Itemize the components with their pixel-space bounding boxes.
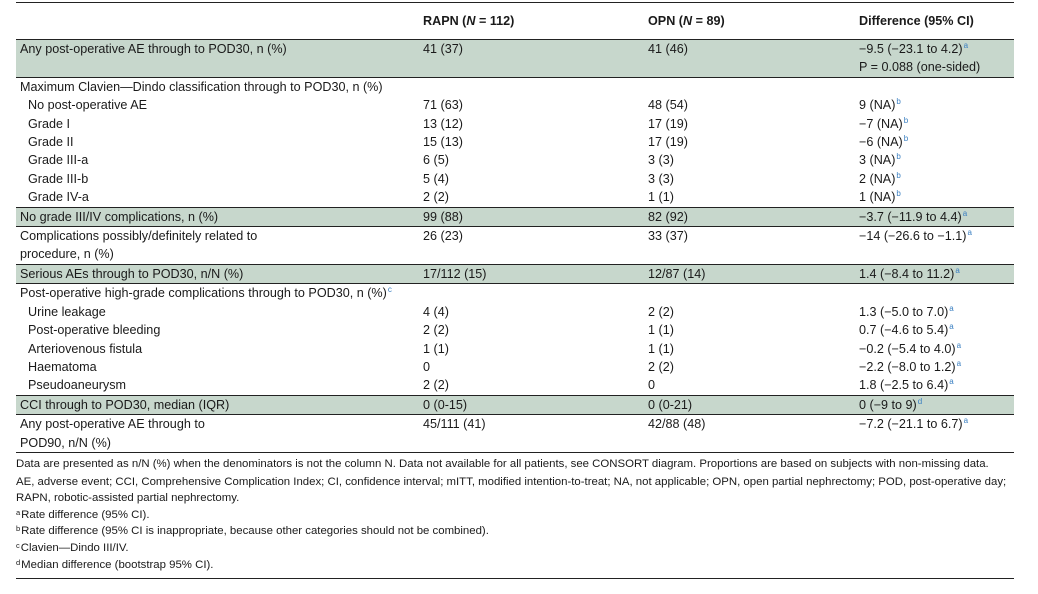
footnote-b	[16, 523, 1014, 540]
row-label-text: Post-operative high-grade complications through to POD30, n (%)	[20, 286, 387, 301]
row-label-text: Maximum Clavien—Dindo classification through to POD30, n (%)	[20, 79, 383, 94]
row-label	[16, 376, 419, 395]
footnote-d-text: Median difference (bootstrap 95% CI).	[21, 558, 214, 571]
p-value: P = 0.088 (one-sided)	[859, 60, 981, 75]
cell-difference	[855, 303, 1014, 321]
difference-value: 1.8 (−2.5 to 6.4)	[859, 378, 949, 393]
cell-opn	[644, 77, 855, 96]
cell-difference	[855, 358, 1014, 376]
row-label-text: Pseudoaneurysm	[28, 378, 127, 393]
cell-difference	[855, 395, 1014, 414]
cell-opn: 0	[648, 378, 656, 393]
cell-opn: 3 (3)	[648, 153, 674, 168]
footnote-b-marker: b	[16, 524, 21, 534]
footnote-marker: c	[387, 285, 392, 295]
difference-value: −9.5 (−23.1 to 4.2)	[859, 42, 963, 56]
row-label	[16, 395, 419, 414]
footnote-c	[16, 540, 1014, 557]
table-row	[16, 264, 1014, 283]
cell-rapn	[419, 77, 644, 96]
table-row	[16, 207, 1014, 226]
footnote-marker: a	[967, 228, 972, 238]
row-label	[16, 264, 419, 283]
cell-difference	[855, 115, 1014, 133]
note-data-presentation: Data are presented as n/N (%) when the denominators is not the column N. Data not available for all patients, see CONSORT diagram. Proportions are based on subjects with non-missing data.	[16, 457, 989, 470]
cell-opn: 12/87 (14)	[644, 264, 855, 283]
cell-difference	[855, 40, 1014, 78]
row-label	[16, 321, 419, 339]
difference-value: 2 (NA)	[859, 171, 896, 186]
row-label-text: Complications possibly/definitely related to	[20, 229, 258, 244]
row-label	[16, 77, 419, 96]
table-row	[16, 151, 1014, 169]
footnote-a-text: Rate difference (95% CI).	[21, 508, 150, 521]
cell-difference	[855, 264, 1014, 283]
results-table-container	[16, 2, 1014, 579]
table-row	[16, 321, 1014, 339]
footnote-c-text: Clavien—Dindo III/IV.	[20, 541, 129, 554]
difference-value: 1.3 (−5.0 to 7.0)	[859, 304, 949, 319]
cell-opn	[644, 284, 855, 303]
row-label-text: Serious AEs through to POD30, n/N (%)	[20, 266, 244, 281]
row-label	[16, 115, 419, 133]
row-label-text: Any post-operative AE through to POD30, n (%)	[20, 42, 287, 56]
header-opn-suffix: = 89)	[692, 13, 725, 28]
footnote-marker: b	[903, 134, 909, 144]
adverse-events-table	[16, 3, 1014, 453]
cell-opn: 82 (92)	[644, 207, 855, 226]
table-row	[16, 395, 1014, 414]
header-opn-n: N	[682, 13, 693, 28]
table-row	[16, 284, 1014, 303]
cell-difference	[855, 340, 1014, 358]
table-row	[16, 303, 1014, 321]
row-label	[16, 96, 419, 114]
table-row	[16, 227, 1014, 265]
cell-difference	[855, 151, 1014, 169]
row-label-text-continued: POD90, n/N (%)	[20, 435, 111, 450]
cell-difference	[855, 227, 1014, 265]
difference-value: −7.2 (−21.1 to 6.7)	[859, 417, 963, 432]
cell-opn: 33 (37)	[644, 227, 855, 265]
header-rapn-suffix: = 112)	[475, 13, 515, 28]
difference-value: −2.2 (−8.0 to 1.2)	[859, 359, 956, 374]
footnote-marker: a	[955, 265, 960, 275]
note-abbreviations: AE, adverse event; CCI, Comprehensive Complication Index; CI, confidence interval; mITT, modified intention-to-treat; NA, not applicable; OPN, open partial nephrectomy; POD, post-operative day; RAPN, robotic-assisted partial nephrectomy.	[16, 475, 1007, 505]
row-label	[16, 227, 419, 265]
cell-difference	[855, 284, 1014, 303]
row-label	[16, 207, 419, 226]
cell-opn: 17 (19)	[648, 116, 688, 131]
footnote-marker: b	[896, 97, 901, 107]
row-label	[16, 340, 419, 358]
cell-difference	[855, 188, 1014, 207]
row-label-text: Grade II	[28, 135, 74, 150]
cell-opn: 48 (54)	[648, 98, 688, 113]
footnote-marker: b	[903, 115, 909, 125]
cell-opn: 2 (2)	[648, 304, 674, 319]
cell-rapn: 4 (4)	[423, 304, 449, 319]
cell-opn: 3 (3)	[648, 171, 674, 186]
table-row	[16, 40, 1014, 78]
row-label-text: Grade IV-a	[28, 190, 89, 205]
table-row	[16, 96, 1014, 114]
cell-difference	[855, 133, 1014, 151]
table-row	[16, 115, 1014, 133]
row-label-text: Post-operative bleeding	[28, 323, 161, 338]
footnote-marker: a	[949, 303, 954, 313]
cell-rapn: 26 (23)	[419, 227, 644, 265]
row-label	[16, 303, 419, 321]
cell-rapn: 41 (37)	[419, 40, 644, 78]
table-header-row	[16, 3, 1014, 40]
footnote-a	[16, 507, 1014, 524]
cell-difference	[855, 207, 1014, 226]
footnote-d-marker: d	[16, 557, 21, 567]
footnote-marker: d	[917, 396, 923, 406]
cell-difference	[855, 170, 1014, 188]
footnote-marker: a	[949, 322, 954, 332]
cell-rapn: 0 (0-15)	[419, 395, 644, 414]
header-opn	[644, 3, 855, 40]
difference-value: −0.2 (−5.4 to 4.0)	[859, 341, 956, 356]
cell-opn: 1 (1)	[648, 323, 674, 338]
footnote-b-text: Rate difference (95% CI is inappropriate, because other categories should not be combined).	[21, 525, 489, 538]
footnote-marker: a	[963, 416, 969, 426]
difference-value: 3 (NA)	[859, 153, 896, 168]
table-row	[16, 340, 1014, 358]
cell-rapn: 5 (4)	[423, 171, 449, 186]
table-row	[16, 133, 1014, 151]
row-label-text: Grade III-a	[28, 153, 89, 168]
footnote-a-marker: a	[16, 507, 21, 517]
row-label-text: No grade III/IV complications, n (%)	[20, 209, 219, 224]
cell-rapn: 99 (88)	[419, 207, 644, 226]
footnote-marker: a	[956, 358, 962, 368]
row-label-text: Grade I	[28, 116, 70, 131]
row-label-text-continued: procedure, n (%)	[20, 247, 114, 262]
cell-rapn: 6 (5)	[423, 153, 449, 168]
cell-opn: 1 (1)	[648, 341, 674, 356]
cell-opn: 0 (0-21)	[644, 395, 855, 414]
footnote-marker: a	[962, 208, 968, 218]
table-row	[16, 188, 1014, 207]
header-difference: Difference (95% CI)	[855, 3, 1014, 40]
cell-rapn	[419, 284, 644, 303]
row-label-text: Arteriovenous fistula	[28, 341, 143, 356]
difference-value: 0.7 (−4.6 to 5.4)	[859, 323, 949, 338]
cell-rapn: 2 (2)	[423, 378, 449, 393]
difference-value: −14 (−26.6 to −1.1)	[859, 229, 967, 244]
footnote-marker: a	[956, 340, 962, 350]
header-rapn-prefix: RAPN (	[423, 13, 467, 28]
cell-opn: 42/88 (48)	[644, 415, 855, 453]
table-row	[16, 415, 1014, 453]
row-label-text: No post-operative AE	[28, 98, 148, 113]
cell-rapn: 45/111 (41)	[419, 415, 644, 453]
difference-value: −7 (NA)	[859, 116, 903, 131]
row-label-text: Grade III-b	[28, 171, 89, 186]
table-row	[16, 376, 1014, 395]
table-footnotes	[16, 453, 1014, 573]
cell-opn: 17 (19)	[648, 135, 688, 150]
cell-rapn: 71 (63)	[423, 98, 463, 113]
cell-difference	[855, 96, 1014, 114]
difference-value: −6 (NA)	[859, 135, 903, 150]
row-label-text: Haematoma	[28, 359, 97, 374]
cell-rapn: 17/112 (15)	[419, 264, 644, 283]
footnote-marker: b	[896, 152, 901, 162]
cell-rapn: 2 (2)	[423, 323, 449, 338]
header-empty-cell	[16, 3, 419, 40]
difference-value: −3.7 (−11.9 to 4.4)	[859, 209, 962, 224]
cell-opn: 2 (2)	[648, 359, 674, 374]
row-label	[16, 151, 419, 169]
cell-difference	[855, 321, 1014, 339]
header-rapn	[419, 3, 644, 40]
cell-difference	[855, 376, 1014, 395]
footnote-marker: b	[896, 170, 901, 180]
table-bottom-rule	[16, 578, 1014, 579]
cell-rapn: 1 (1)	[423, 341, 449, 356]
row-label	[16, 284, 419, 303]
footnote-c-marker: c	[16, 540, 20, 550]
row-label	[16, 415, 419, 453]
cell-rapn: 15 (13)	[423, 135, 463, 150]
footnote-d	[16, 557, 1014, 574]
table-row	[16, 358, 1014, 376]
table-row	[16, 170, 1014, 188]
table-row	[16, 77, 1014, 96]
row-label	[16, 40, 419, 78]
cell-difference	[855, 77, 1014, 96]
difference-value: 9 (NA)	[859, 98, 896, 113]
row-label	[16, 358, 419, 376]
row-label-text: Urine leakage	[28, 304, 106, 319]
footnote-marker: b	[896, 189, 901, 199]
difference-value: 1 (NA)	[859, 190, 896, 205]
row-label	[16, 133, 419, 151]
cell-rapn: 0	[423, 359, 431, 374]
footnote-marker: a	[949, 377, 954, 387]
row-label	[16, 170, 419, 188]
cell-opn: 41 (46)	[644, 40, 855, 78]
difference-value: 0 (−9 to 9)	[859, 397, 917, 412]
header-opn-prefix: OPN (	[648, 13, 683, 28]
row-label-text: CCI through to POD30, median (IQR)	[20, 397, 230, 412]
row-label	[16, 188, 419, 207]
cell-opn: 1 (1)	[648, 190, 674, 205]
header-rapn-n: N	[466, 13, 476, 28]
cell-rapn: 2 (2)	[423, 190, 449, 205]
difference-value: 1.4 (−8.4 to 11.2)	[859, 266, 955, 281]
row-label-text: Any post-operative AE through to	[20, 417, 205, 432]
cell-rapn: 13 (12)	[423, 116, 463, 131]
footnote-marker: a	[963, 41, 969, 50]
cell-difference	[855, 415, 1014, 453]
